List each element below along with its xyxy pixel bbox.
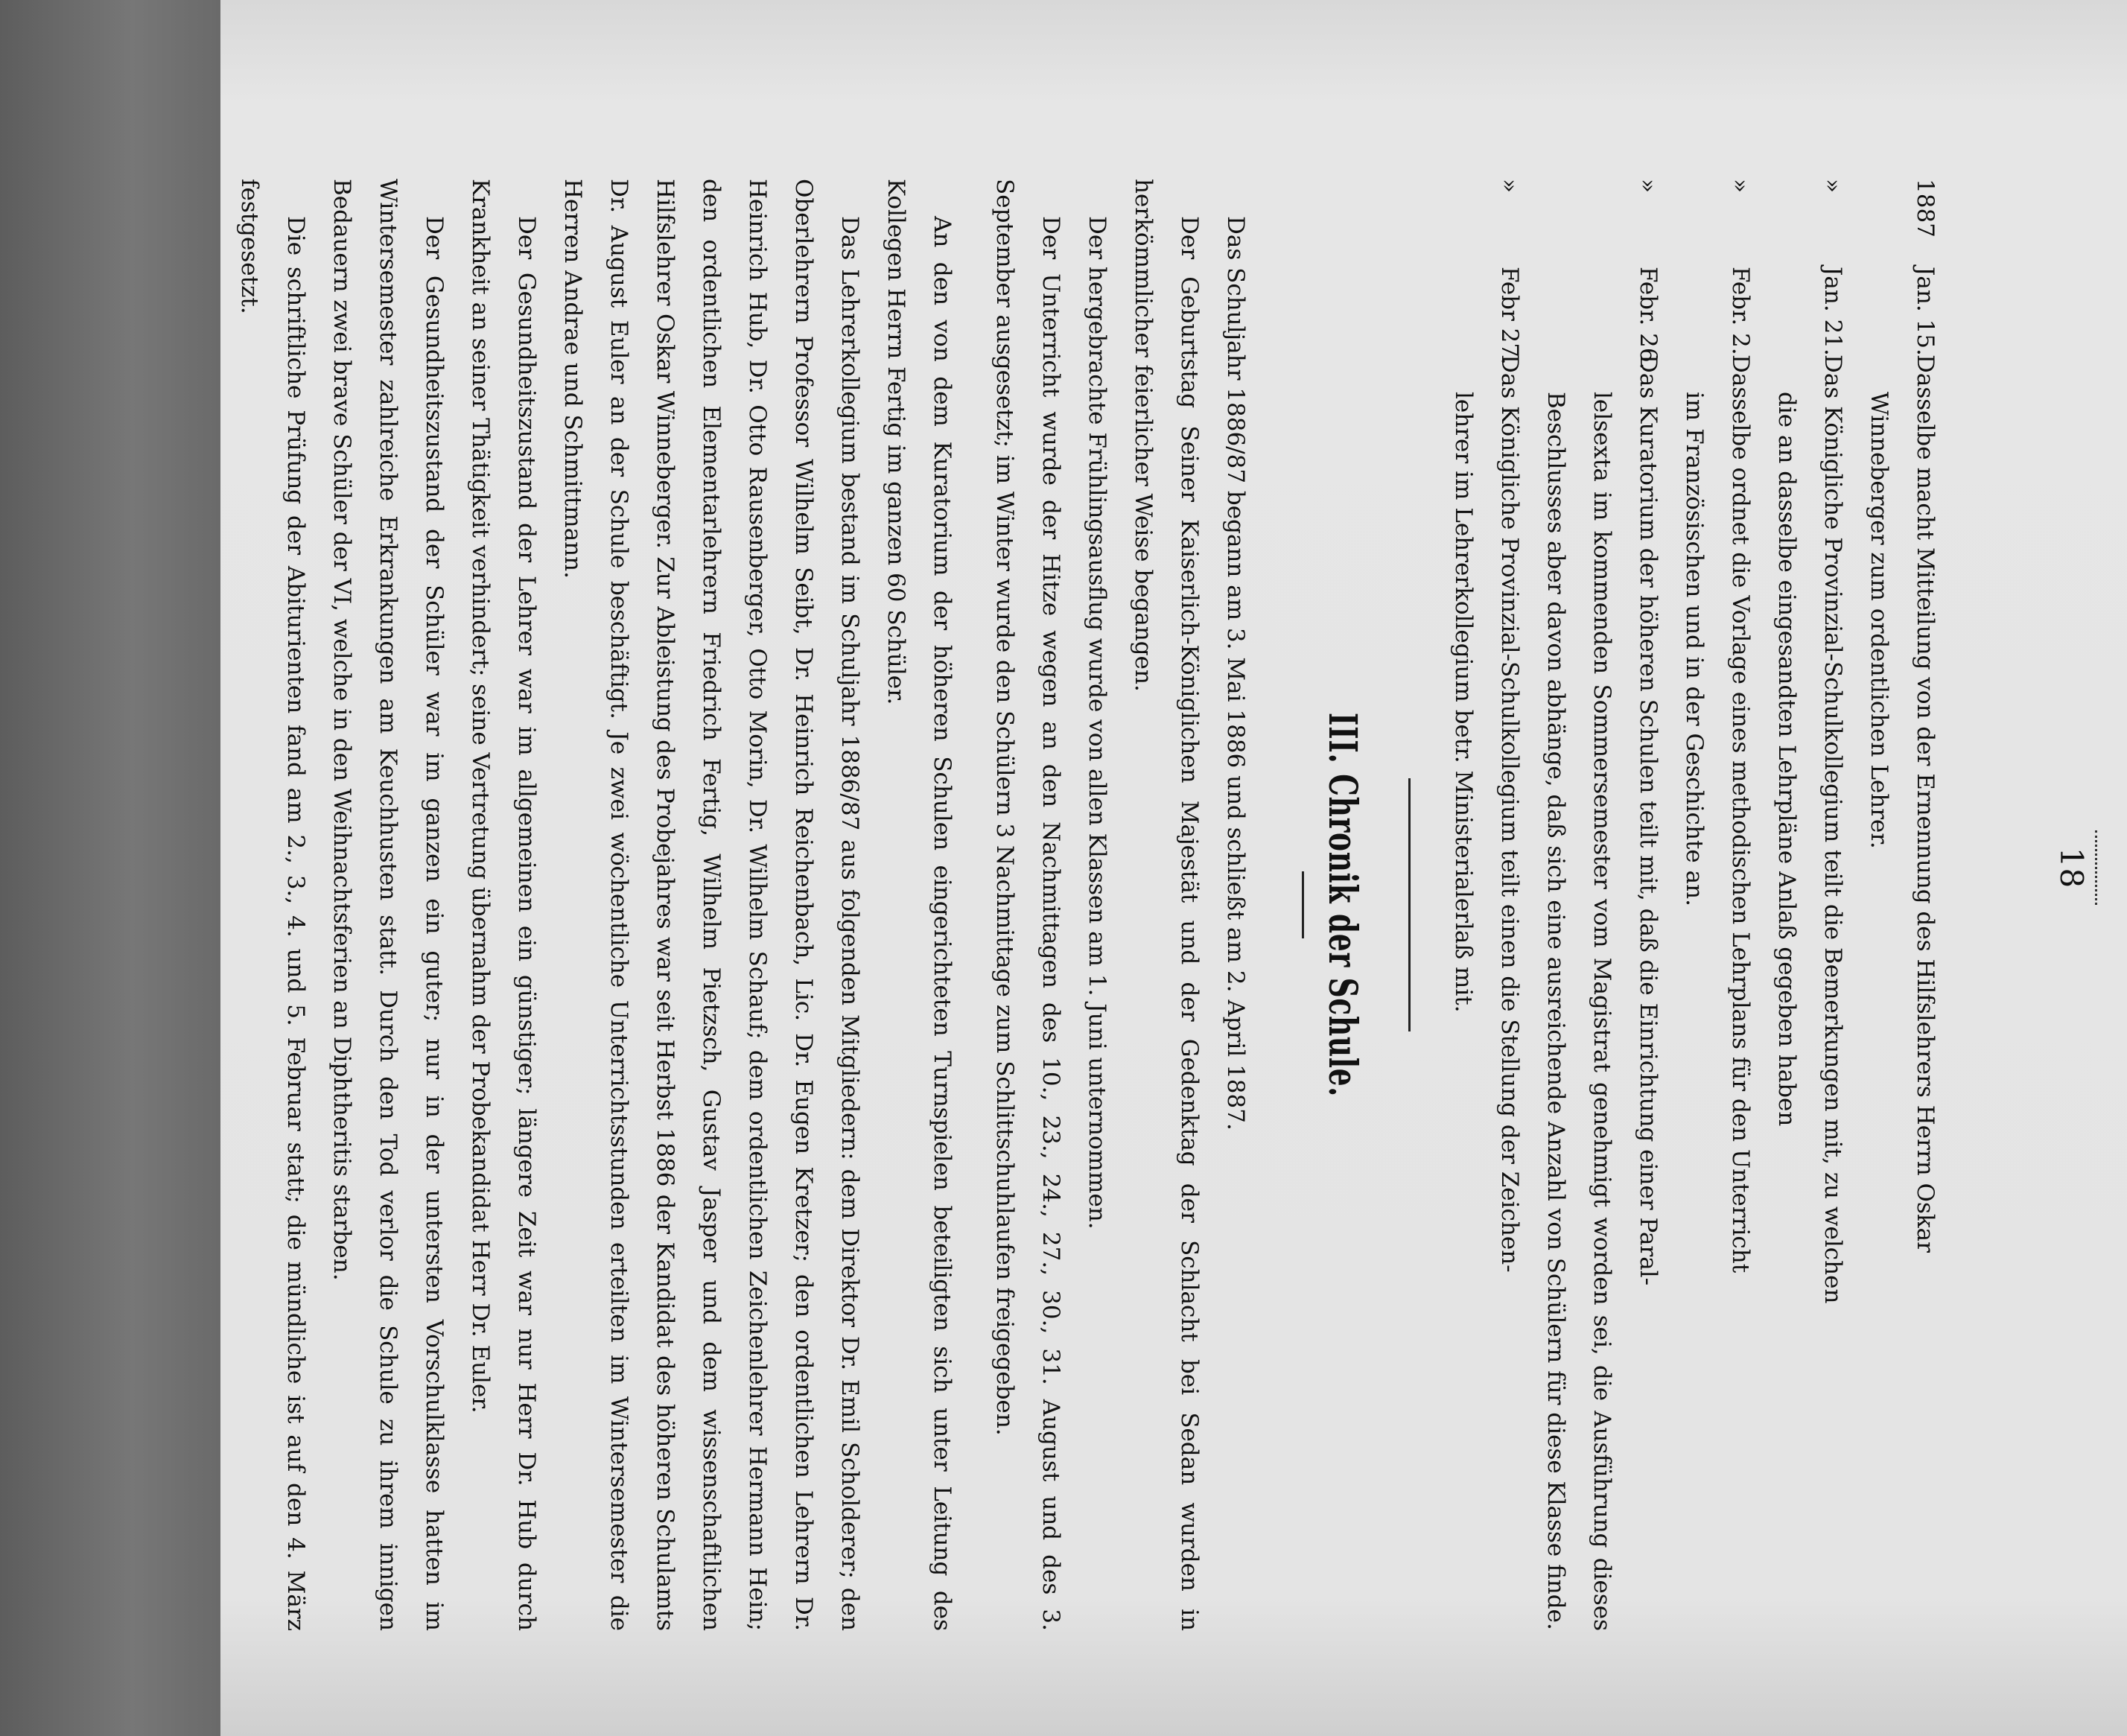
- chronicle-paragraph: Die schriftliche Prüfung der Abiturienten fand am 2., 3., 4. und 5. Februar statt; die mündliche ist auf den 4. März festgesetzt.: [236, 179, 309, 1631]
- entry-text-first: Dasselbe macht Mitteilung von der Ernennung des Hilfslehrers Herrn Oskar: [1912, 354, 1939, 1253]
- entry-year: 1887: [1912, 179, 1939, 238]
- section-divider: [1408, 778, 1411, 1031]
- book-gutter: [0, 0, 220, 1736]
- entry-text-continuation: im Französischen und in der Geschichte an.: [1681, 392, 1708, 906]
- chronicle-paragraph: Der Gesundheitszustand der Lehrer war im allgemeinen ein günstiger; längere Zeit war nur Herr Dr. Hub durch Krankheit an seiner Thätigkeit verhindert; seine Vertretung übernahm der Probekandidat Herr Dr. Euler.: [467, 179, 540, 1631]
- entry-date: Febr 27.: [1496, 267, 1523, 365]
- entry-year: »: [1496, 179, 1523, 193]
- entry-text-continuation: lehrer im Lehrerkollegium betr. Ministerialerlaß mit.: [1450, 392, 1477, 1013]
- entry-text: [1671, 354, 1764, 1631]
- heading-underline: [1302, 871, 1304, 938]
- entry-text-first: Das Kuratorium der höheren Schulen teilt mit, daß die Einrichtung einer Paral-: [1635, 354, 1662, 1286]
- entry-row: [1440, 179, 1533, 1631]
- chronicle-paragraph: Der Gesundheitszustand der Schüler war im ganzen ein guter; nur in der untersten Vorschulklasse hatten im Wintersemester zahlreiche Erkrankungen am Keuchhusten statt. Durch den Tod verlor die Schule zu ihrem innigen Bedauern zwei brave Schüler der VI, welche in den Weihnachtsferien an Diphtheritis starben.: [328, 179, 448, 1631]
- entry-text-continuation: die an dasselbe eingesandten Lehrpläne Anlaß gegeben haben: [1773, 392, 1800, 1127]
- entry-text: [1764, 354, 1856, 1631]
- correspondence-entries: [1440, 179, 1948, 1631]
- entry-date: Febr. 26.: [1635, 267, 1662, 370]
- entry-date: Jan. 21.: [1819, 267, 1846, 356]
- chronicle-paragraph: Der Unterricht wurde der Hitze wegen an den Nachmittagen des 10., 23., 24., 27., 30., 31. August und des 3. September ausgesetzt; im Winter wurde den Schülern 3 Nachmittage zum Schlittschuhlaufen freigegeben.: [991, 179, 1064, 1631]
- page-content: [206, 179, 1948, 1631]
- entry-text-first: Dasselbe ordnet die Vorlage eines methodischen Lehrplans für den Unterricht: [1727, 354, 1754, 1274]
- entry-row: [1533, 179, 1671, 1631]
- entry-text-first: Das Königliche Provinzial-Schulkollegium teilt einen die Stellung der Zeichen-: [1496, 354, 1523, 1273]
- page-number: 18: [2053, 847, 2090, 889]
- chronicle-paragraph: Das Lehrerkollegium bestand im Schuljahr 1886/87 aus folgenden Mitgliedern: dem Direktor Dr. Emil Scholderer; den Oberlehrern Professor Wilhelm Seibt, Dr. Heinrich Reichenbach, Lic. Dr. Eugen Kretzer; den ordentlichen Lehrern Dr. Heinrich Hub, Dr. Otto Rausenberger, Otto Morin, Dr. Wilhelm Schauf; dem ordentlichen Zeichenlehrer Hermann Hein; den ordentlichen Elementarlehrern Friedrich Fertig, Wilhelm Pietzsch, Gustav Jasper und dem wissenschaftlichen Hilfslehrer Oskar Winneberger. Zur Ableistung des Probejahres war seit Herbst 1886 der Kandidat des höheren Schulamts Dr. August Euler an der Schule beschäftigt. Je zwei wöchentliche Unterrichtsstunden erteilten im Wintersemester die Herren Andrae und Schmittmann.: [559, 179, 863, 1631]
- entry-text: [1533, 354, 1671, 1631]
- entry-row: [1764, 179, 1856, 1631]
- chronicle-paragraph: An den von dem Kuratorium der höheren Schulen eingerichteten Turnspielen beteiligten sich unter Leitung des Kollegen Herrn Fertig im ganzen 60 Schüler.: [883, 179, 956, 1631]
- chronicle-paragraphs: [226, 179, 1259, 1631]
- section-heading: III. Chronik der Schule.: [1320, 712, 1365, 1098]
- entry-row: [1856, 179, 1948, 1631]
- entry-date: Jan. 15.: [1912, 267, 1939, 356]
- paper-sheet: [220, 0, 2127, 1736]
- entry-year: »: [1727, 179, 1754, 193]
- entry-year: »: [1635, 179, 1662, 193]
- entry-row: [1671, 179, 1764, 1631]
- entry-text: [1440, 354, 1533, 1631]
- chronicle-paragraph: Der Geburtstag Seiner Kaiserlich-Königlichen Majestät und der Gedenktag der Schlacht bei Sedan wurden in herkömmlicher feierlicher Weise begangen.: [1130, 179, 1203, 1631]
- entry-text: [1856, 354, 1948, 1631]
- chronicle-paragraph: Der hergebrachte Frühlingsausflug wurde von allen Klassen am 1. Juni unternommen.: [1084, 216, 1110, 1230]
- page-number-ornament: [2095, 830, 2097, 905]
- chronicle-paragraph: Das Schuljahr 1886/87 begann am 3. Mai 1886 und schließt am 2. April 1887.: [1222, 216, 1249, 1131]
- entry-date: Febr. 2.: [1727, 267, 1754, 355]
- entry-year: »: [1819, 179, 1846, 193]
- entry-text-continuation: lelsexta im kommenden Sommersemester vom Magistrat genehmigt worden sei, die Ausführung dieses Beschlusses aber davon abhänge, daß sich eine ausreichende Anzahl von Schülern für diese Klasse finde.: [1542, 392, 1615, 1631]
- entry-text-first: Das Königliche Provinzial-Schulkollegium teilt die Bemerkungen mit, zu welchen: [1819, 354, 1846, 1304]
- entry-text-continuation: Winneberger zum ordentlichen Lehrer.: [1866, 392, 1892, 849]
